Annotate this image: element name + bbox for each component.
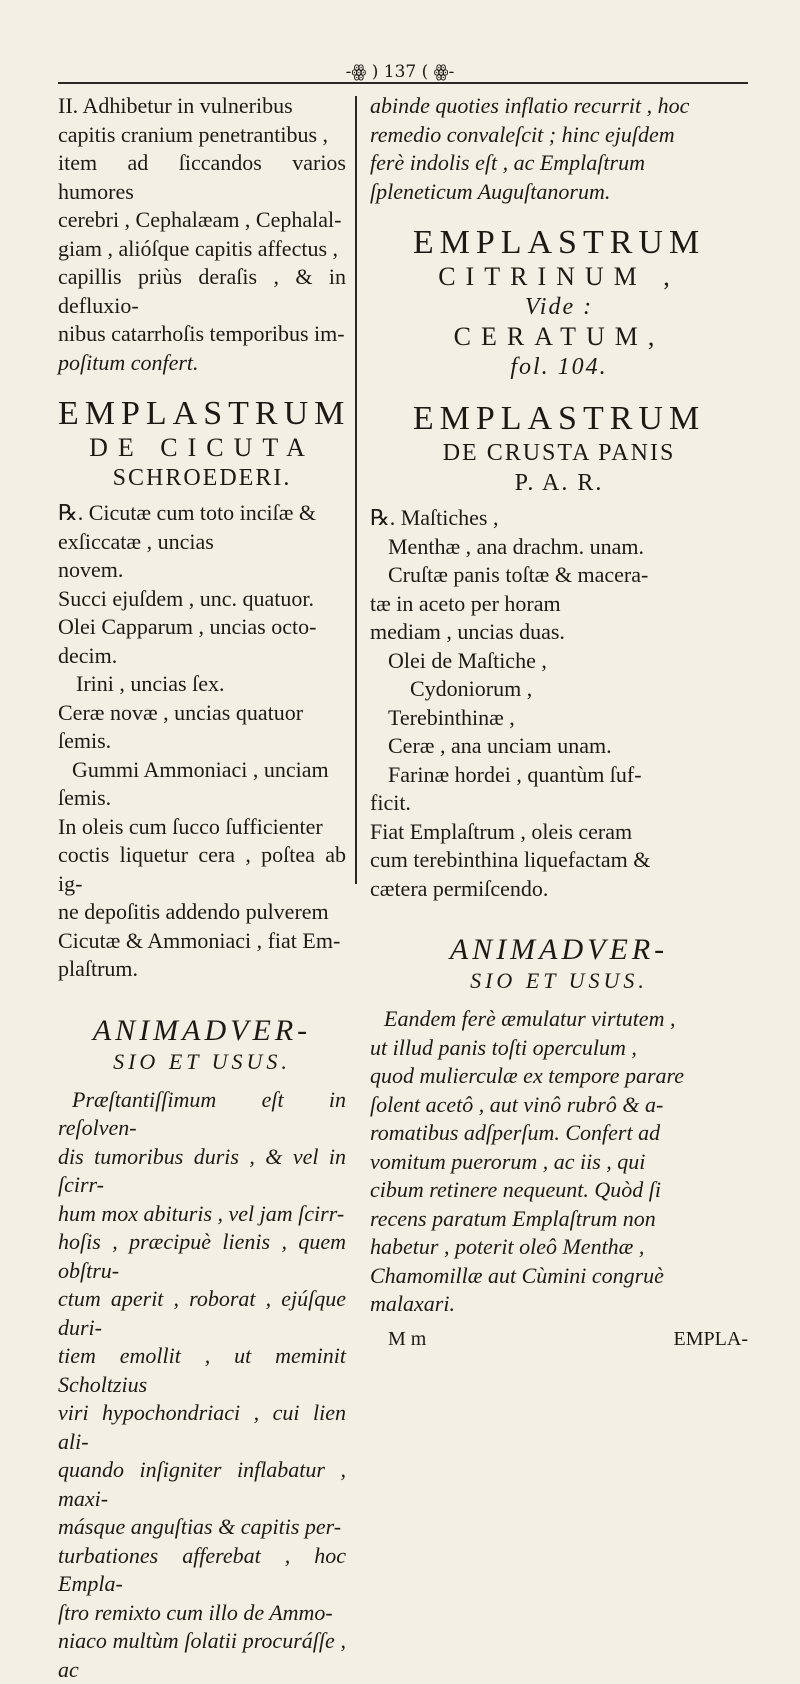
text-line: nibus catarrhoſis temporibus im- (58, 320, 346, 349)
folio-reference: fol. 104. (370, 352, 748, 382)
usus-line: habetur , poterit oleô Menthæ , (370, 1233, 748, 1262)
section-title: EMPLASTRUM (370, 400, 748, 438)
usus-line: romatibus adſperſum. Confert ad (370, 1119, 748, 1148)
usus-line: ſolent acetô , aut vinô rubrô & a- (370, 1091, 748, 1120)
recipe-line: ſemis. (58, 727, 346, 756)
recipe-line: Ceræ , ana unciam unam. (370, 732, 748, 761)
page-header: -ꙮ ) 137 ( ꙮ- (0, 62, 800, 82)
cross-reference-label: Vide : (370, 292, 748, 322)
usus-line: Chamomillæ aut Cùmini congruè (370, 1262, 748, 1291)
recipe-line: Cydoniorum , (370, 675, 748, 704)
catchword: EMPLA- (674, 1325, 748, 1354)
text-line: capitis cranium penetrantibus , (58, 121, 346, 150)
recipe-line: Fiat Emplaſtrum , oleis ceram (370, 818, 748, 847)
text-line: item ad ſiccandos varios humores (58, 149, 346, 206)
recipe-line: tæ in aceto per horam (370, 590, 748, 619)
section-author: SCHROEDERI. (58, 463, 346, 493)
recipe-line: Farinæ hordei , quantùm ſuf- (370, 761, 748, 790)
right-column (370, 92, 748, 1353)
section-title: EMPLASTRUM (58, 395, 346, 433)
usus-line: turbationes afferebat , hoc Empla- (58, 1542, 346, 1599)
left-usus (58, 1086, 346, 1684)
usus-line: niaco multùm ſolatii procuráſſe , ac (58, 1627, 346, 1684)
usus-line: dis tumoribus duris , & vel in ſcirr- (58, 1143, 346, 1200)
recipe-line: novem. (58, 556, 346, 585)
signature-mark: M m (370, 1325, 426, 1354)
animadversio-subheading: SIO ET USUS. (58, 1048, 346, 1076)
recipe-line: Irini , uncias ſex. (58, 670, 346, 699)
text-line: remedio convaleſcit ; hinc ejuſdem (370, 121, 748, 150)
text-line: ferè indolis eſt , ac Emplaſtrum (370, 149, 748, 178)
animadversio-heading: ANIMADVER- (58, 1014, 346, 1048)
section-subtitle: DE CICUTA (58, 433, 346, 463)
recipe-line: ne depoſitis addendo pulverem (58, 898, 346, 927)
recipe-line: ℞. Cicutæ cum toto inciſæ & (58, 499, 346, 528)
usus-line: viri hypochondriaci , cui lien ali- (58, 1399, 346, 1456)
usus-line: cibum retinere nequeunt. Quòd ſi (370, 1176, 748, 1205)
section-title: EMPLASTRUM (370, 224, 748, 262)
recipe-line: cum terebinthina liquefactam & (370, 846, 748, 875)
recipe-line: exſiccatæ , uncias (58, 528, 346, 557)
section-author: P. A. R. (370, 468, 748, 498)
right-recipe (370, 504, 748, 903)
section-subtitle: DE CRUSTA PANIS (370, 438, 748, 468)
recipe-line: ℞. Maſtiches , (370, 504, 748, 533)
animadversio-heading: ANIMADVER- (370, 933, 748, 967)
text-line: II. Adhibetur in vulneribus (58, 92, 346, 121)
column-rule (355, 96, 357, 884)
recipe-line: Terebinthinæ , (370, 704, 748, 733)
left-intro (58, 92, 346, 377)
section-subtitle: CITRINUM , (370, 262, 748, 292)
recipe-line: ſemis. (58, 784, 346, 813)
usus-line: quod mulierculæ ex tempore parare (370, 1062, 748, 1091)
usus-line: Eandem ferè æmulatur virtutem , (370, 1005, 748, 1034)
recipe-line: Succi ejuſdem , unc. quatuor. (58, 585, 346, 614)
usus-line: másque anguſtias & capitis per- (58, 1513, 346, 1542)
usus-line: malaxari. (370, 1290, 748, 1319)
recipe-line: cætera permiſcendo. (370, 875, 748, 904)
recipe-line: Gummi Ammoniaci , unciam (58, 756, 346, 785)
text-line: abinde quoties inflatio recurrit , hoc (370, 92, 748, 121)
recipe-line: decim. (58, 642, 346, 671)
recipe-line: ficit. (370, 789, 748, 818)
recipe-line: Olei de Maſtiche , (370, 647, 748, 676)
usus-line: hum mox abituris , vel jam ſcirr- (58, 1200, 346, 1229)
text-line: cerebri , Cephalæam , Cephalal- (58, 206, 346, 235)
animadversio-subheading: SIO ET USUS. (370, 967, 748, 995)
usus-line: hoſis , præcipuè lienis , quem obſtru- (58, 1228, 346, 1285)
recipe-line: mediam , uncias duas. (370, 618, 748, 647)
recipe-line: Cicutæ & Ammoniaci , fiat Em- (58, 927, 346, 956)
recipe-line: Olei Capparum , uncias octo- (58, 613, 346, 642)
left-column (58, 92, 346, 1684)
usus-line: quando inſigniter inflabatur , maxi- (58, 1456, 346, 1513)
right-intro (370, 92, 748, 206)
recipe-line: In oleis cum ſucco ſufficienter (58, 813, 346, 842)
usus-line: ſtro remixto cum illo de Ammo- (58, 1599, 346, 1628)
recipe-line: Ceræ novæ , uncias quatuor (58, 699, 346, 728)
usus-line: ut illud panis toſti operculum , (370, 1034, 748, 1063)
usus-line: ctum aperit , roborat , ejúſque duri- (58, 1285, 346, 1342)
cross-reference-target: CERATUM, (370, 322, 748, 352)
recipe-line: coctis liquetur cera , poſtea ab ig- (58, 841, 346, 898)
text-line: ſpleneticum Auguſtanorum. (370, 178, 748, 207)
usus-line: tiem emollit , ut meminit Scholtzius (58, 1342, 346, 1399)
usus-line: recens paratum Emplaſtrum non (370, 1205, 748, 1234)
page-footer (370, 1325, 748, 1354)
left-recipe (58, 499, 346, 984)
header-rule (58, 82, 748, 84)
text-line: poſitum confert. (58, 349, 346, 378)
recipe-line: Cruſtæ panis toſtæ & macera- (370, 561, 748, 590)
right-usus (370, 1005, 748, 1319)
text-line: giam , alióſque capitis affectus , (58, 235, 346, 264)
usus-line: Præſtantiſſimum eſt in reſolven- (58, 1086, 346, 1143)
usus-line: vomitum puerorum , ac iis , qui (370, 1148, 748, 1177)
recipe-line: Menthæ , ana drachm. unam. (370, 533, 748, 562)
text-line: capillis priùs deraſis , & in defluxio- (58, 263, 346, 320)
recipe-line: plaſtrum. (58, 955, 346, 984)
